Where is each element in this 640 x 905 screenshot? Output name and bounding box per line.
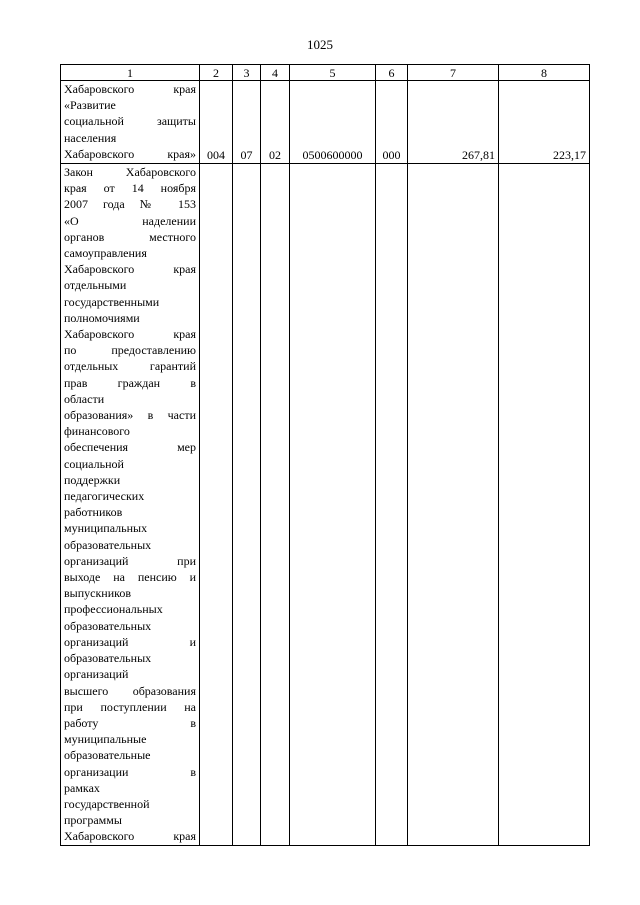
row-name-line: работу в (64, 715, 196, 730)
expense-type-cell (376, 164, 408, 846)
amount-col7-cell (408, 164, 499, 846)
ministry-code-cell: 004 (200, 81, 233, 164)
row-name-cell (61, 81, 200, 164)
row-name-line: государственными (64, 294, 160, 309)
row-name-line: органов местного (64, 229, 196, 244)
column-header: 3 (233, 65, 261, 81)
row-name-line: обеспечения мер (64, 440, 196, 455)
row-name-line: образовательных (64, 651, 152, 666)
column-header: 7 (408, 65, 499, 81)
row-name-line: выпускников (64, 586, 132, 601)
row-name-line: государственной (64, 796, 150, 811)
row-name-line: Хабаровского края (64, 82, 196, 96)
row-name-line: при поступлении на (64, 699, 196, 714)
row-name-line: Хабаровского края (64, 262, 196, 277)
row-name-line: организации в (64, 764, 196, 779)
row-name-line: Закон Хабаровского (64, 165, 196, 179)
column-header: 2 (200, 65, 233, 81)
target-article-cell (290, 164, 376, 846)
row-name-line: профессиональных (64, 602, 163, 617)
column-header: 1 (61, 65, 200, 81)
row-name-cell (61, 164, 200, 846)
row-name-line: «Развитие (64, 98, 116, 113)
subsection-cell: 02 (261, 81, 290, 164)
row-name-line: педагогических (64, 489, 145, 504)
row-name-line: отдельными (64, 278, 127, 293)
subsection-cell (261, 164, 290, 846)
row-name-line: образовательные (64, 748, 151, 763)
amount-col7-cell: 267,81 (408, 81, 499, 164)
row-name-line: 2007 года № 153 (64, 197, 196, 212)
table-row (61, 164, 590, 846)
row-name-line: отдельных гарантий (64, 359, 196, 374)
row-name-line: населения (64, 130, 117, 145)
row-name-line: финансового (64, 424, 130, 439)
row-name-line: муниципальные (64, 732, 147, 747)
target-article-cell: 0500600000 (290, 81, 376, 164)
section-cell: 07 (233, 81, 261, 164)
row-name-line: края от 14 ноября (64, 181, 196, 196)
row-name-line: Хабаровского края (64, 829, 196, 844)
row-name-line: организаций (64, 667, 129, 682)
row-name-line: работников (64, 505, 123, 520)
ministry-code-cell (200, 164, 233, 846)
row-name-line: Хабаровского края (64, 327, 196, 342)
section-cell (233, 164, 261, 846)
row-name-line: образования» в части (64, 408, 196, 423)
row-name-line: образовательных (64, 618, 152, 633)
row-name-line: выходе на пенсию и (64, 570, 196, 585)
column-header: 8 (499, 65, 590, 81)
table-header-row (61, 65, 590, 81)
column-header: 5 (290, 65, 376, 81)
column-header: 4 (261, 65, 290, 81)
row-name-line: социальной защиты (64, 114, 196, 129)
row-name-line: образовательных (64, 537, 152, 552)
row-name-line: области (64, 391, 105, 406)
row-name-line: организаций при (64, 553, 196, 568)
row-name-line: прав граждан в (64, 375, 196, 390)
row-name-line: поддержки (64, 472, 121, 487)
expense-type-cell: 000 (376, 81, 408, 164)
amount-col8-cell (499, 164, 590, 846)
amount-col8-cell: 223,17 (499, 81, 590, 164)
row-name-line: полномочиями (64, 310, 140, 325)
row-name-line: социальной (64, 456, 124, 471)
row-name-line: Хабаровского края» (64, 146, 196, 161)
row-name-line: высшего образования (64, 683, 196, 698)
column-header: 6 (376, 65, 408, 81)
row-name-line: организаций и (64, 634, 196, 649)
row-name-line: программы (64, 813, 122, 828)
table-row (61, 81, 590, 164)
row-name-line: «О наделении (64, 213, 196, 228)
row-name-line: муниципальных (64, 521, 148, 536)
row-name-line: по предоставлению (64, 343, 196, 358)
row-name-line: рамках (64, 780, 100, 795)
page-number: 1025 (307, 37, 333, 52)
budget-table (60, 64, 590, 846)
row-name-line: самоуправления (64, 246, 147, 261)
